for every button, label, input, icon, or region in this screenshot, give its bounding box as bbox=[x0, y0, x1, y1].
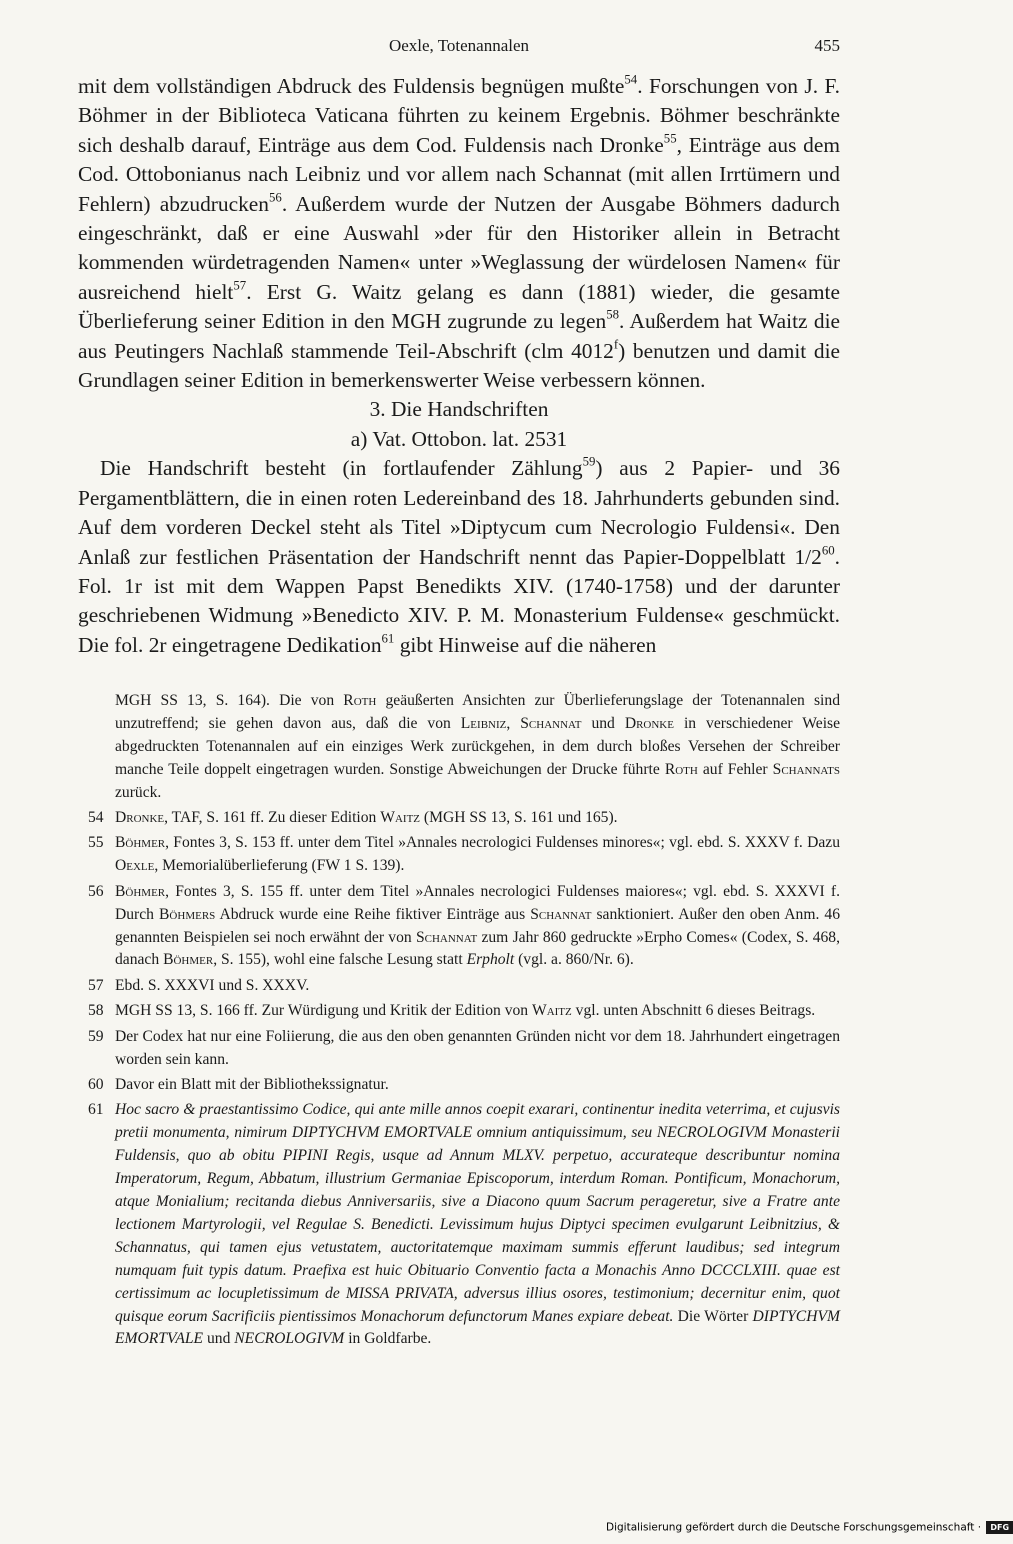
author-name: Dronke bbox=[115, 809, 165, 827]
footnote-number: 59 bbox=[88, 1027, 104, 1045]
text-run: sanktioniert. Außer den oben Anm. 46 genannten Beispielen sei noch erwähnt der von bbox=[115, 905, 841, 946]
footnote-number: 60 bbox=[88, 1076, 104, 1093]
text-run: vgl. unten Abschnitt 6 dieses Beitrags. bbox=[571, 1002, 816, 1020]
text-run: und bbox=[203, 1330, 235, 1348]
footnotes bbox=[78, 690, 840, 1351]
footnote-number: 56 bbox=[88, 882, 104, 900]
text-run: gibt Hinweise auf die näheren bbox=[394, 632, 657, 657]
author-name: Oexle bbox=[115, 857, 155, 875]
text-run: (vgl. a. 860/Nr. 6). bbox=[514, 951, 634, 969]
digitization-footer bbox=[606, 1521, 1010, 1537]
text-run: in Goldfarbe. bbox=[344, 1330, 432, 1348]
footnote-ref: 54 bbox=[624, 72, 638, 87]
text-run: geäußerten Ansichten zur Überlieferungslage der Totenannalen sind unzutreffend; sie gehen davon aus, daß die von bbox=[115, 692, 840, 732]
text-run: , Einträge aus dem Cod. Ottobonianus nach Leibniz und vor allem nach Schannat (mit allen Irrtümern und Fehlern) abzudrucken bbox=[78, 132, 840, 216]
author-name: Böhmer bbox=[115, 834, 166, 852]
text-run: (MGH SS 13, S. 161 und 165). bbox=[420, 809, 618, 827]
text-run: Die Handschrift besteht (in fortlaufender Zählung bbox=[100, 456, 583, 481]
italic-word: NECROLOGIVM bbox=[234, 1330, 345, 1348]
footnote-text: Davor ein Blatt mit der Bibliothekssignatur. bbox=[115, 1076, 389, 1093]
footnote-ref: 56 bbox=[269, 190, 282, 204]
text-run: MGH SS 13, S. 164). Die von bbox=[115, 692, 344, 709]
footnote-61 bbox=[78, 1099, 840, 1351]
footnote-55 bbox=[78, 832, 840, 878]
footnote-54 bbox=[78, 807, 840, 830]
footnote-58 bbox=[78, 1000, 840, 1023]
footnote-number: 58 bbox=[88, 1002, 104, 1020]
footnote-number: 55 bbox=[88, 834, 104, 852]
superscript: f bbox=[613, 337, 619, 352]
footnote-59 bbox=[78, 1026, 840, 1072]
footnote-ref: 60 bbox=[821, 542, 835, 557]
footnote-number: 57 bbox=[88, 976, 104, 994]
text-run: . Erst G. Waitz gelang es dann (1881) wieder, die gesamte Überlieferung seiner Edition in den MGH zugrunde zu legen bbox=[78, 279, 840, 334]
footnote-ref: 55 bbox=[663, 131, 677, 146]
text-run: ) aus 2 Papier- und 36 Pergamentblättern, die in einen roten Ledereinband des 18. Jahrhunderts gebunden sind. Auf dem vorderen Deckel steht als Titel »Diptycum cum Necrologio Fuldensi«. Den Anlaß zur festlichen Präsentation der Handschrift nennt das Papier-Doppelblatt 1/2 bbox=[78, 456, 840, 569]
footnote-56 bbox=[78, 881, 840, 973]
author-name: Roth bbox=[343, 692, 377, 709]
author-name: Roth bbox=[664, 760, 698, 778]
text-run: ) benutzen und damit die Grundlagen seiner Edition in bemerkenswerter Weise verbessern können. bbox=[78, 338, 840, 393]
text-run: , S. 155), wohl eine falsche Lesung statt bbox=[213, 951, 467, 969]
author-name: Schannat bbox=[415, 928, 478, 946]
footnote-ref: 57 bbox=[233, 278, 247, 293]
author-name: Dronke bbox=[624, 714, 674, 732]
paragraph-2 bbox=[78, 454, 840, 660]
text-run: . Außerdem wurde der Nutzen der Ausgabe Böhmers dadurch eingeschränkt, daß er eine Auswahl »der für den Historiker allein in Betracht kommenden würdetragenden Namen« unter »Weglassung der würdelosen Namen« für ausreichend hielt bbox=[78, 191, 840, 304]
page-number: 455 bbox=[814, 36, 840, 55]
author-name: Schannats bbox=[772, 760, 840, 778]
text-run: auf Fehler bbox=[697, 760, 773, 778]
author-name: Böhmer bbox=[163, 951, 214, 969]
text-run: , Fontes 3, S. 153 ff. unter dem Titel »Annales necrologici Fuldenses minores«; vgl. ebd. S. XXXV f. Dazu bbox=[165, 834, 840, 852]
subsection-heading: a) Vat. Ottobon. lat. 2531 bbox=[350, 426, 568, 451]
text-run: in verschiedener Weise abgedruckten Totenannalen auf ein einziges Werk zurückgehen, in dem durch bloßes Versehen der Schreiber manche Teile doppelt eingetragen wurden. Sonstige Abweichungen der Drucke führte bbox=[115, 714, 841, 778]
author-name: Waitz bbox=[380, 809, 421, 827]
footnote-number: 54 bbox=[88, 809, 104, 827]
author-name: Waitz bbox=[531, 1002, 572, 1020]
author-name: Schannat bbox=[530, 905, 592, 923]
running-head bbox=[78, 36, 840, 60]
footnote-text: Der Codex hat nur eine Foliierung, die aus den oben genannten Gründen nicht vor dem 18. Jahrhundert eingetragen worden sein kann. bbox=[115, 1027, 840, 1068]
footnote-ref: 61 bbox=[381, 631, 395, 646]
footnote-60 bbox=[78, 1074, 840, 1097]
author-name: Schannat bbox=[520, 714, 582, 732]
text-run: MGH SS 13, S. 166 ff. Zur Würdigung und Kritik der Edition von bbox=[115, 1002, 532, 1020]
text-run: , Memorialüberlieferung (FW 1 S. 139). bbox=[154, 857, 405, 875]
footnote-57 bbox=[78, 975, 840, 998]
text-run: zurück. bbox=[115, 783, 162, 801]
text-run: mit dem vollständigen Abdruck des Fuldensis begnügen mußte bbox=[78, 74, 625, 98]
text-run: und bbox=[581, 714, 625, 732]
dfg-logo: DFG bbox=[986, 1521, 1013, 1534]
paragraph-1 bbox=[78, 72, 840, 395]
section-heading: 3. Die Handschriften bbox=[369, 397, 549, 422]
running-title: Oexle, Totenannalen bbox=[388, 36, 530, 55]
text-run: , TAF, S. 161 ff. Zu dieser Edition bbox=[164, 809, 381, 827]
latin-dedication: Hoc sacro & praestantissimo Codice, qui ante mille annos coepit exarari, continentur inedita veterrima, et cujusvis pretii monumenta, nimirum DIPTYCHVM EMORTVALE omnium antiquissimum, seu NECROLOGIVM Monasterii Fuldensis, quo ab obitu PIPINI Regis, usque ad Annum MLXV. perpetuo, accurateque describuntur nomina Imperatorum, Regum, Abbatum, illustrium Germaniae Episcoporum, interdum Roman. Pontificum, Monachorum, atque Monialium; recitanda diebus Anniversariis, sive a Diacono quum Sacrum perageretur, sive a Fratre ante lectionem Martyrologii, vel Regulae S. Benedicti. Levissimum hujus Diptyci specimen evulgarunt Leibnitzius, & Schannatus, qui tamen ejus vetustatem, auctoritatemque maximam summis efferunt laudibus; sed integrum numquam fuit typis datum. Praefixa est huic Obituario Conventio facta a Monachis Anno DCCCLXIII. quae est certissimum ac locupletissimum de MISSA PRIVATA, adversus illius osores, testimonium; decernitur enim, quot quisque eorum Sacrificiis pientissimos Monachorum defunctorum Manes expiare debeat. bbox=[115, 1101, 840, 1325]
text-run: , Fontes 3, S. 155 ff. unter dem Titel »Annales necrologici Fuldenses maiores«; vgl. ebd. S. XXXVI f. Durch bbox=[115, 882, 840, 923]
author-name: Böhmers bbox=[159, 905, 216, 923]
main-text bbox=[78, 72, 840, 660]
footnote-text: Ebd. S. XXXVI und S. XXXV. bbox=[115, 976, 310, 994]
author-name: Leibniz bbox=[460, 714, 507, 732]
footer-text: Digitalisierung gefördert durch die Deutsche Forschungsgemeinschaft · bbox=[606, 1521, 982, 1534]
text-run: Die Wörter bbox=[673, 1307, 753, 1325]
text-run: . Außerdem hat Waitz die aus Peutingers Nachlaß stammende Teil-Abschrift (clm 4012 bbox=[78, 309, 841, 363]
footnote-number: 61 bbox=[88, 1101, 104, 1119]
italic-word: DIPTYCHVM EMORTVALE bbox=[115, 1307, 840, 1348]
footnote-ref: 59 bbox=[582, 454, 596, 469]
text-run: . Fol. 1r ist mit dem Wappen Papst Benedikts XIV. (1740-1758) und der darunter geschriebenen Widmung »Benedicto XIV. P. M. Monasterium Fuldense« geschmückt. Die fol. 2r eingetragene Dedikation bbox=[78, 544, 840, 657]
author-name: Böhmer bbox=[115, 882, 166, 900]
footnote-ref: 58 bbox=[606, 307, 620, 322]
text-run: . Forschungen von J. F. Böhmer in der Biblioteca Vaticana führten zu keinem Ergebnis. Böhmer beschränkte sich deshalb darauf, Einträge aus dem Cod. Fuldensis nach Dronke bbox=[78, 74, 840, 157]
footnote-continuation bbox=[78, 690, 840, 805]
italic-word: Erpholt bbox=[466, 951, 515, 969]
text-run: Abdruck wurde eine Reihe fiktiver Einträge aus bbox=[215, 905, 531, 923]
text-run: zum Jahr 860 gedruckte »Erpho Comes« (Codex, S. 468, danach bbox=[115, 928, 840, 969]
text-run: , bbox=[506, 714, 521, 732]
